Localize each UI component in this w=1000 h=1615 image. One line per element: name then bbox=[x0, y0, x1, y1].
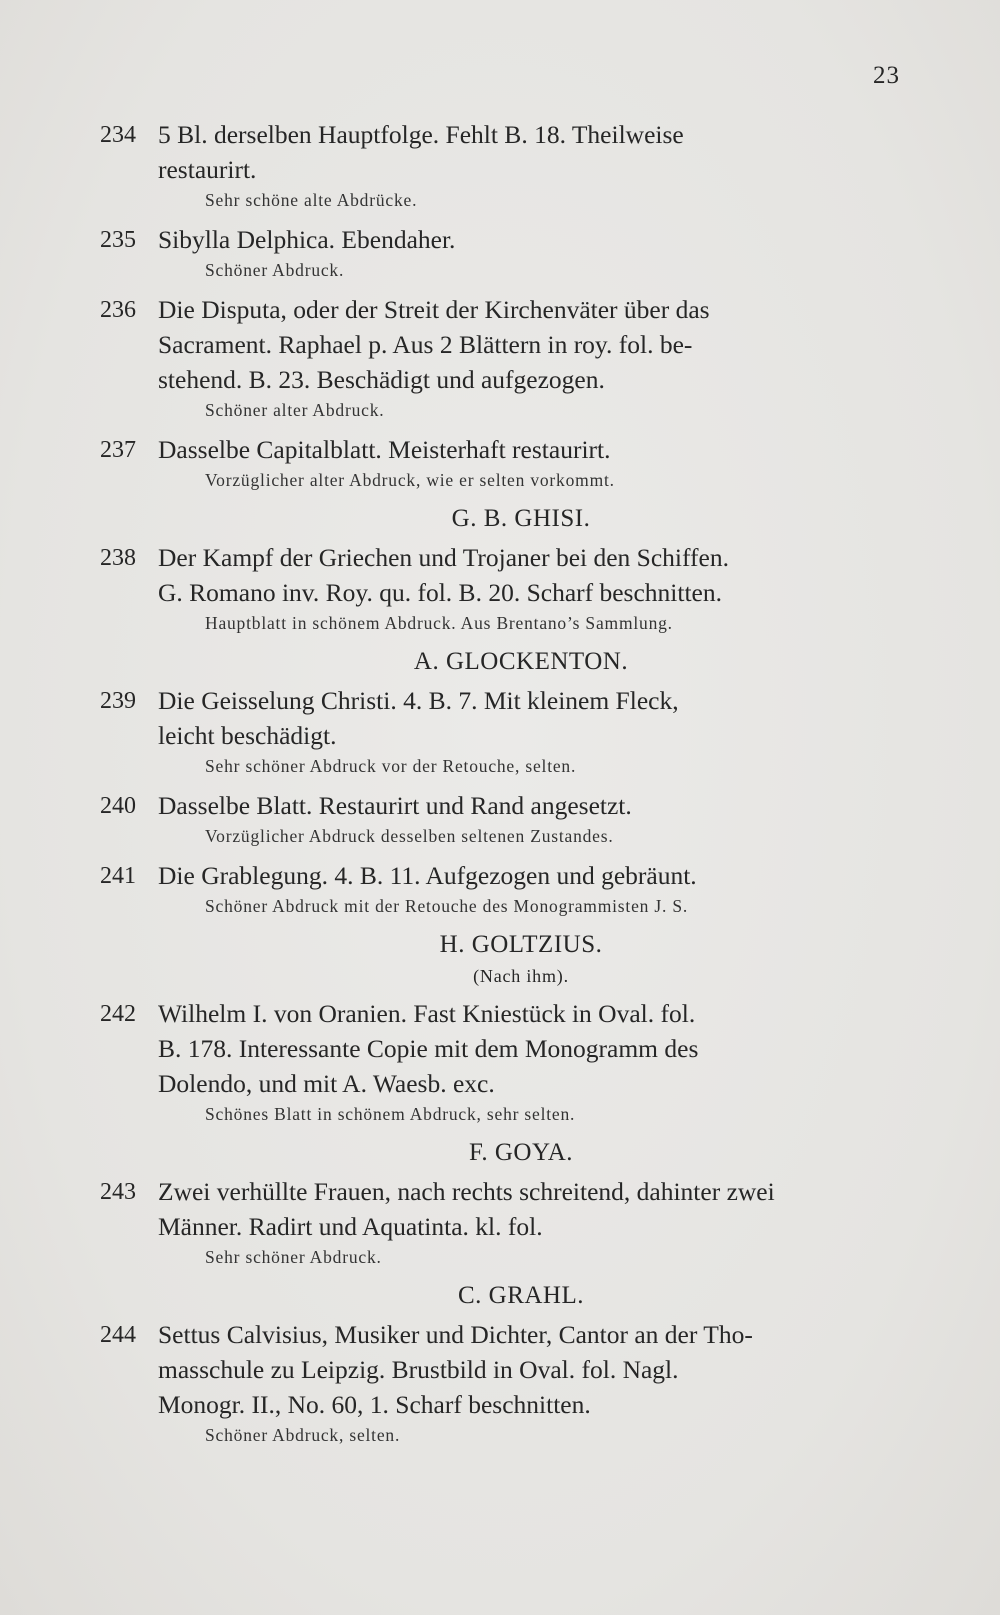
entry-number: 241 bbox=[100, 863, 136, 889]
catalog-entry bbox=[100, 292, 902, 423]
artist-heading-ghisi: G. B. GHISI. bbox=[451, 505, 591, 532]
catalog-entry bbox=[100, 683, 902, 779]
entry-text: Sacrament. Raphael p. Aus 2 Blättern in roy. fol. be- bbox=[158, 330, 693, 359]
entry-text: Sibylla Delphica. Ebendaher. bbox=[158, 225, 456, 254]
artist-heading-glockenton: A. GLOCKENTON. bbox=[413, 648, 629, 675]
entry-text: Dolendo, und mit A. Waesb. exc. bbox=[158, 1069, 495, 1098]
catalog-entry bbox=[100, 858, 902, 919]
entry-text: restaurirt. bbox=[158, 155, 257, 184]
artist-heading-goltzius: H. GOLTZIUS. bbox=[439, 931, 603, 958]
catalog-entry bbox=[100, 222, 902, 283]
entry-text: Die Disputa, oder der Streit der Kirchenväter über das bbox=[158, 295, 710, 324]
entry-note: Schönes Blatt in schönem Abdruck, sehr selten. bbox=[205, 1104, 576, 1124]
entry-text: stehend. B. 23. Beschädigt und aufgezogen. bbox=[158, 365, 605, 394]
entries-group-a bbox=[100, 117, 902, 493]
entry-number: 239 bbox=[100, 688, 136, 714]
entry-note: Hauptblatt in schönem Abdruck. Aus Brentano’s Sammlung. bbox=[205, 613, 673, 633]
entry-note: Schöner Abdruck, selten. bbox=[205, 1425, 401, 1445]
catalog-entry bbox=[100, 996, 902, 1127]
catalog-entry bbox=[100, 788, 902, 849]
entry-text: B. 178. Interessante Copie mit dem Monogramm des bbox=[158, 1034, 699, 1063]
entry-number: 242 bbox=[100, 1001, 136, 1027]
catalog-entry bbox=[100, 1317, 902, 1448]
entry-number: 240 bbox=[100, 793, 136, 819]
catalog-content bbox=[100, 117, 902, 1457]
entry-number: 235 bbox=[100, 227, 136, 253]
entry-note: Sehr schöner Abdruck vor der Retouche, selten. bbox=[205, 756, 577, 776]
entry-number: 238 bbox=[100, 545, 136, 571]
entry-text: Dasselbe Blatt. Restaurirt und Rand angesetzt. bbox=[158, 791, 632, 820]
entry-note: Sehr schöner Abdruck. bbox=[205, 1247, 382, 1267]
entry-number: 237 bbox=[100, 437, 136, 463]
entry-text: Wilhelm I. von Oranien. Fast Kniestück in Oval. fol. bbox=[158, 999, 696, 1028]
entry-number: 234 bbox=[100, 122, 136, 148]
entry-number: 243 bbox=[100, 1179, 136, 1205]
entry-text: G. Romano inv. Roy. qu. fol. B. 20. Scharf beschnitten. bbox=[158, 578, 723, 607]
catalog-entry bbox=[100, 117, 902, 213]
entry-text: Der Kampf der Griechen und Trojaner bei den Schiffen. bbox=[158, 543, 729, 572]
entry-note: Sehr schöne alte Abdrücke. bbox=[205, 190, 418, 210]
entry-text: Settus Calvisius, Musiker und Dichter, Cantor an der Tho- bbox=[158, 1320, 753, 1349]
entry-note: Schöner Abdruck. bbox=[205, 260, 345, 280]
page-number: 23 bbox=[873, 62, 900, 89]
catalog-entry bbox=[100, 432, 902, 493]
entry-text: 5 Bl. derselben Hauptfolge. Fehlt B. 18. Theilweise bbox=[158, 120, 684, 149]
entry-number: 244 bbox=[100, 1322, 136, 1348]
artist-heading-goya: F. GOYA. bbox=[468, 1139, 574, 1166]
catalog-entry bbox=[100, 1174, 902, 1270]
entry-note: Schöner Abdruck mit der Retouche des Monogrammisten J. S. bbox=[205, 896, 689, 916]
catalog-entry bbox=[100, 540, 902, 636]
artist-heading-note: (Nach ihm). bbox=[473, 966, 569, 986]
entry-text: leicht beschädigt. bbox=[158, 721, 337, 750]
entry-note: Schöner alter Abdruck. bbox=[205, 400, 385, 420]
entry-text: Zwei verhüllte Frauen, nach rechts schreitend, dahinter zwei bbox=[158, 1177, 775, 1206]
entry-text: Die Geisselung Christi. 4. B. 7. Mit kleinem Fleck, bbox=[158, 686, 679, 715]
entry-number: 236 bbox=[100, 297, 136, 323]
entry-text: Die Grablegung. 4. B. 11. Aufgezogen und gebräunt. bbox=[158, 861, 697, 890]
entry-text: Dasselbe Capitalblatt. Meisterhaft restaurirt. bbox=[158, 435, 611, 464]
entry-text: masschule zu Leipzig. Brustbild in Oval. fol. Nagl. bbox=[158, 1355, 679, 1384]
entry-note: Vorzüglicher alter Abdruck, wie er selten vorkommt. bbox=[205, 470, 615, 490]
entry-text: Männer. Radirt und Aquatinta. kl. fol. bbox=[158, 1212, 543, 1241]
entry-note: Vorzüglicher Abdruck desselben seltenen Zustandes. bbox=[205, 826, 614, 846]
artist-heading-grahl: C. GRAHL. bbox=[457, 1282, 585, 1309]
entry-text: Monogr. II., No. 60, 1. Scharf beschnitten. bbox=[158, 1390, 591, 1419]
